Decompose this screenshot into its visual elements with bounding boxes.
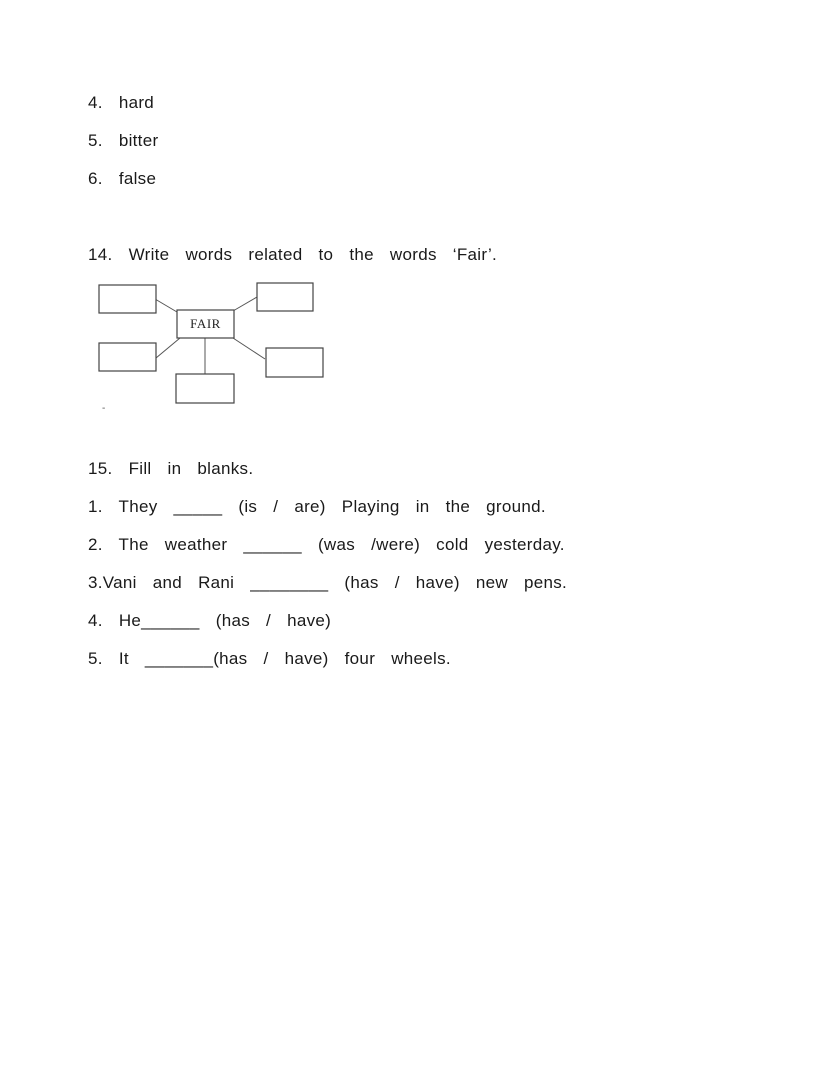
connector-top-right: [233, 297, 257, 311]
question-15-prompt: 15. Fill in blanks.: [88, 459, 254, 478]
word-web-diagram: [96, 280, 336, 415]
answer-box-bottom: [176, 374, 234, 403]
fill-blank-item-5: 5. It _______(has / have) four wheels.: [88, 649, 451, 668]
fill-blank-item-4: 4. He______ (has / have): [88, 611, 332, 630]
connector-bottom-right: [233, 338, 265, 359]
connector-top-left: [155, 299, 177, 312]
answer-item-4: 4. hard: [88, 93, 155, 112]
answer-box-top-right: [257, 283, 313, 311]
fill-blank-item-1: 1. They _____ (is / are) Playing in the ground.: [88, 497, 546, 516]
center-word: FAIR: [190, 316, 221, 331]
stray-mark: -: [102, 403, 106, 414]
answer-box-bottom-left: [99, 343, 156, 371]
fill-blank-item-3: 3.Vani and Rani ________ (has / have) new pens.: [88, 573, 568, 592]
word-web-svg: [96, 280, 336, 415]
answer-item-6: 6. false: [88, 169, 157, 188]
question-14-prompt: 14. Write words related to the words ‘Fair’.: [88, 245, 498, 264]
answer-item-5: 5. bitter: [88, 131, 159, 150]
connector-bottom-left: [156, 338, 180, 358]
answer-box-top-left: [99, 285, 156, 313]
fill-blank-item-2: 2. The weather ______ (was /were) cold yesterday.: [88, 535, 565, 554]
answer-box-bottom-right: [266, 348, 323, 377]
